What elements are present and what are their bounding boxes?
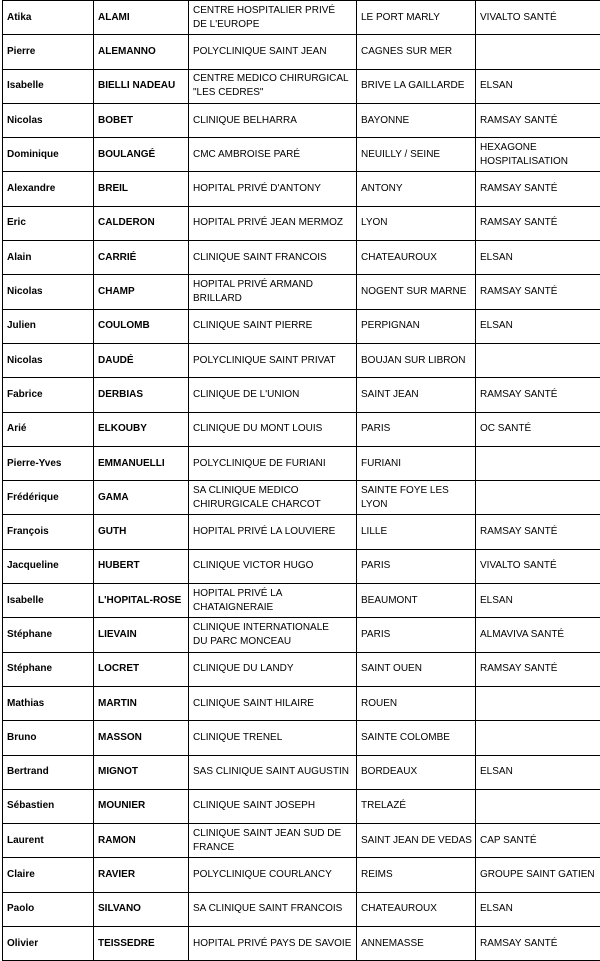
city-cell: SAINT OUEN — [357, 652, 476, 686]
first-name-cell: Olivier — [3, 927, 94, 961]
last-name-cell: L'HOPITAL-ROSE — [94, 584, 189, 618]
table-row — [3, 343, 600, 377]
group-cell: RAMSAY SANTÉ — [476, 172, 600, 206]
establishment-cell: CLINIQUE DU MONT LOUIS — [189, 412, 357, 446]
establishment-cell: CLINIQUE BELHARRA — [189, 103, 357, 137]
group-cell: VIVALTO SANTÉ — [476, 549, 600, 583]
city-cell: LILLE — [357, 515, 476, 549]
first-name-cell: Nicolas — [3, 343, 94, 377]
table-row — [3, 858, 600, 892]
establishment-cell: CLINIQUE DE L'UNION — [189, 378, 357, 412]
last-name-cell: TEISSEDRE — [94, 927, 189, 961]
last-name-cell: RAMON — [94, 824, 189, 858]
first-name-cell: Dominique — [3, 138, 94, 172]
establishment-cell: HOPITAL PRIVÉ LA CHATAIGNERAIE — [189, 584, 357, 618]
last-name-cell: BREIL — [94, 172, 189, 206]
city-cell: SAINT JEAN DE VEDAS — [357, 824, 476, 858]
city-cell: PARIS — [357, 412, 476, 446]
group-cell: RAMSAY SANTÉ — [476, 206, 600, 240]
table-row — [3, 481, 600, 515]
group-cell — [476, 721, 600, 755]
first-name-cell: Alexandre — [3, 172, 94, 206]
first-name-cell: Bruno — [3, 721, 94, 755]
first-name-cell: François — [3, 515, 94, 549]
table-row — [3, 789, 600, 823]
establishment-cell: SA CLINIQUE MEDICO CHIRURGICALE CHARCOT — [189, 481, 357, 515]
establishment-cell: HOPITAL PRIVÉ JEAN MERMOZ — [189, 206, 357, 240]
last-name-cell: ELKOUBY — [94, 412, 189, 446]
first-name-cell: Isabelle — [3, 584, 94, 618]
first-name-cell: Fabrice — [3, 378, 94, 412]
establishment-cell: HOPITAL PRIVÉ LA LOUVIERE — [189, 515, 357, 549]
table-row — [3, 824, 600, 858]
last-name-cell: EMMANUELLI — [94, 446, 189, 480]
establishment-cell: CLINIQUE SAINT HILAIRE — [189, 686, 357, 720]
last-name-cell: CHAMP — [94, 275, 189, 309]
group-cell — [476, 789, 600, 823]
first-name-cell: Stéphane — [3, 618, 94, 652]
last-name-cell: MIGNOT — [94, 755, 189, 789]
table-row — [3, 515, 600, 549]
city-cell: ANNEMASSE — [357, 927, 476, 961]
city-cell: FURIANI — [357, 446, 476, 480]
table-row — [3, 206, 600, 240]
group-cell: RAMSAY SANTÉ — [476, 103, 600, 137]
first-name-cell: Laurent — [3, 824, 94, 858]
city-cell: BEAUMONT — [357, 584, 476, 618]
first-name-cell: Isabelle — [3, 69, 94, 103]
first-name-cell: Nicolas — [3, 275, 94, 309]
city-cell: PARIS — [357, 618, 476, 652]
last-name-cell: BOBET — [94, 103, 189, 137]
group-cell: ELSAN — [476, 892, 600, 926]
group-cell — [476, 35, 600, 69]
table-row — [3, 549, 600, 583]
table-row — [3, 138, 600, 172]
table-row — [3, 378, 600, 412]
establishment-cell: POLYCLINIQUE SAINT JEAN — [189, 35, 357, 69]
last-name-cell: ALAMI — [94, 1, 189, 35]
group-cell — [476, 686, 600, 720]
last-name-cell: MASSON — [94, 721, 189, 755]
last-name-cell: BOULANGÉ — [94, 138, 189, 172]
first-name-cell: Atika — [3, 1, 94, 35]
establishment-cell: CLINIQUE SAINT JEAN SUD DE FRANCE — [189, 824, 357, 858]
first-name-cell: Alain — [3, 241, 94, 275]
city-cell: LE PORT MARLY — [357, 1, 476, 35]
table-row — [3, 275, 600, 309]
group-cell: ELSAN — [476, 309, 600, 343]
city-cell: PARIS — [357, 549, 476, 583]
group-cell: CAP SANTÉ — [476, 824, 600, 858]
establishment-cell: CLINIQUE SAINT FRANCOIS — [189, 241, 357, 275]
city-cell: BAYONNE — [357, 103, 476, 137]
city-cell: BRIVE LA GAILLARDE — [357, 69, 476, 103]
city-cell: CHATEAUROUX — [357, 892, 476, 926]
city-cell: REIMS — [357, 858, 476, 892]
establishment-cell: HOPITAL PRIVÉ ARMAND BRILLARD — [189, 275, 357, 309]
group-cell: VIVALTO SANTÉ — [476, 1, 600, 35]
group-cell — [476, 343, 600, 377]
table-row — [3, 755, 600, 789]
first-name-cell: Paolo — [3, 892, 94, 926]
group-cell: ELSAN — [476, 755, 600, 789]
establishment-cell: HOPITAL PRIVÉ D'ANTONY — [189, 172, 357, 206]
establishment-cell: POLYCLINIQUE SAINT PRIVAT — [189, 343, 357, 377]
last-name-cell: DERBIAS — [94, 378, 189, 412]
table-row — [3, 652, 600, 686]
establishment-cell: CLINIQUE TRENEL — [189, 721, 357, 755]
group-cell: ALMAVIVA SANTÉ — [476, 618, 600, 652]
city-cell: BORDEAUX — [357, 755, 476, 789]
group-cell: RAMSAY SANTÉ — [476, 378, 600, 412]
table-row — [3, 446, 600, 480]
city-cell: ANTONY — [357, 172, 476, 206]
establishment-cell: POLYCLINIQUE COURLANCY — [189, 858, 357, 892]
first-name-cell: Pierre-Yves — [3, 446, 94, 480]
last-name-cell: CALDERON — [94, 206, 189, 240]
group-cell: OC SANTÉ — [476, 412, 600, 446]
first-name-cell: Arié — [3, 412, 94, 446]
table-row — [3, 1, 600, 35]
establishment-cell: CLINIQUE SAINT JOSEPH — [189, 789, 357, 823]
first-name-cell: Eric — [3, 206, 94, 240]
group-cell: GROUPE SAINT GATIEN — [476, 858, 600, 892]
table-row — [3, 412, 600, 446]
first-name-cell: Mathias — [3, 686, 94, 720]
table-row — [3, 103, 600, 137]
clinics-table — [2, 0, 600, 961]
establishment-cell: CENTRE MEDICO CHIRURGICAL "LES CEDRES" — [189, 69, 357, 103]
last-name-cell: DAUDÉ — [94, 343, 189, 377]
group-cell: RAMSAY SANTÉ — [476, 652, 600, 686]
table-row — [3, 241, 600, 275]
group-cell: ELSAN — [476, 584, 600, 618]
group-cell: RAMSAY SANTÉ — [476, 515, 600, 549]
table-row — [3, 927, 600, 961]
group-cell — [476, 446, 600, 480]
last-name-cell: RAVIER — [94, 858, 189, 892]
first-name-cell: Nicolas — [3, 103, 94, 137]
group-cell: HEXAGONE HOSPITALISATION — [476, 138, 600, 172]
last-name-cell: HUBERT — [94, 549, 189, 583]
last-name-cell: LOCRET — [94, 652, 189, 686]
table-row — [3, 69, 600, 103]
city-cell: NOGENT SUR MARNE — [357, 275, 476, 309]
group-cell: RAMSAY SANTÉ — [476, 275, 600, 309]
establishment-cell: SAS CLINIQUE SAINT AUGUSTIN — [189, 755, 357, 789]
establishment-cell: CENTRE HOSPITALIER PRIVÉ DE L'EUROPE — [189, 1, 357, 35]
table-row — [3, 584, 600, 618]
city-cell: LYON — [357, 206, 476, 240]
table-row — [3, 35, 600, 69]
city-cell: ROUEN — [357, 686, 476, 720]
establishment-cell: CLINIQUE INTERNATIONALE DU PARC MONCEAU — [189, 618, 357, 652]
table-row — [3, 618, 600, 652]
city-cell: SAINT JEAN — [357, 378, 476, 412]
first-name-cell: Claire — [3, 858, 94, 892]
first-name-cell: Bertrand — [3, 755, 94, 789]
establishment-cell: CMC AMBROISE PARÉ — [189, 138, 357, 172]
city-cell: PERPIGNAN — [357, 309, 476, 343]
last-name-cell: ALEMANNO — [94, 35, 189, 69]
last-name-cell: CARRIÉ — [94, 241, 189, 275]
last-name-cell: BIELLI NADEAU — [94, 69, 189, 103]
group-cell: ELSAN — [476, 69, 600, 103]
establishment-cell: CLINIQUE SAINT PIERRE — [189, 309, 357, 343]
table-row — [3, 309, 600, 343]
table-row — [3, 721, 600, 755]
last-name-cell: SILVANO — [94, 892, 189, 926]
city-cell: TRELAZÉ — [357, 789, 476, 823]
first-name-cell: Sébastien — [3, 789, 94, 823]
city-cell: BOUJAN SUR LIBRON — [357, 343, 476, 377]
first-name-cell: Frédérique — [3, 481, 94, 515]
last-name-cell: MOUNIER — [94, 789, 189, 823]
table-body — [3, 1, 600, 961]
table-row — [3, 172, 600, 206]
establishment-cell: SA CLINIQUE SAINT FRANCOIS — [189, 892, 357, 926]
city-cell: NEUILLY / SEINE — [357, 138, 476, 172]
group-cell: ELSAN — [476, 241, 600, 275]
city-cell: SAINTE FOYE LES LYON — [357, 481, 476, 515]
establishment-cell: POLYCLINIQUE DE FURIANI — [189, 446, 357, 480]
first-name-cell: Julien — [3, 309, 94, 343]
table-row — [3, 686, 600, 720]
last-name-cell: LIEVAIN — [94, 618, 189, 652]
establishment-cell: CLINIQUE VICTOR HUGO — [189, 549, 357, 583]
group-cell — [476, 481, 600, 515]
city-cell: CHATEAUROUX — [357, 241, 476, 275]
city-cell: SAINTE COLOMBE — [357, 721, 476, 755]
establishment-cell: CLINIQUE DU LANDY — [189, 652, 357, 686]
first-name-cell: Jacqueline — [3, 549, 94, 583]
last-name-cell: GUTH — [94, 515, 189, 549]
establishment-cell: HOPITAL PRIVÉ PAYS DE SAVOIE — [189, 927, 357, 961]
group-cell: RAMSAY SANTÉ — [476, 927, 600, 961]
first-name-cell: Stéphane — [3, 652, 94, 686]
last-name-cell: GAMA — [94, 481, 189, 515]
first-name-cell: Pierre — [3, 35, 94, 69]
table-row — [3, 892, 600, 926]
last-name-cell: COULOMB — [94, 309, 189, 343]
last-name-cell: MARTIN — [94, 686, 189, 720]
city-cell: CAGNES SUR MER — [357, 35, 476, 69]
